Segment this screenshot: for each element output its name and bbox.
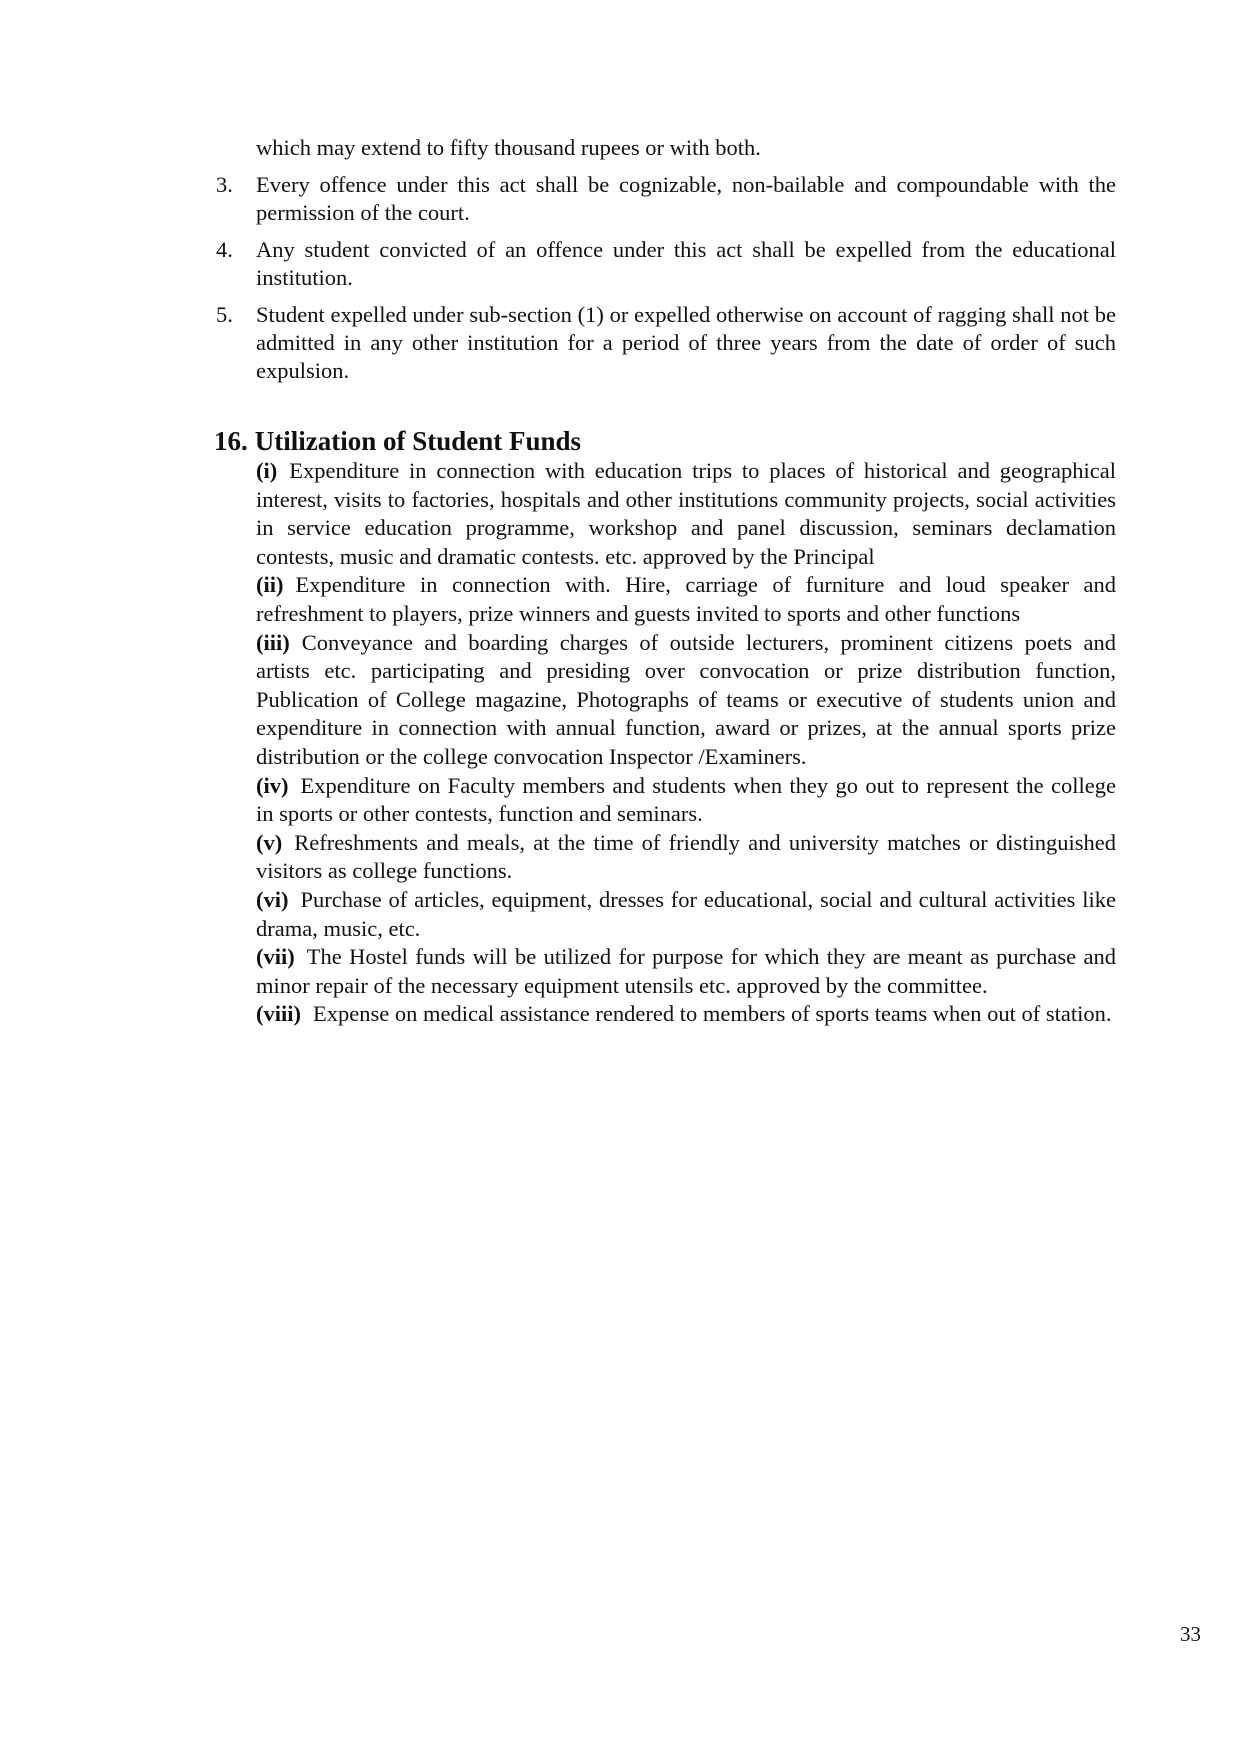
sub-item-marker: (iii) [256, 629, 290, 655]
sub-item [256, 886, 1116, 943]
sub-item [256, 943, 1116, 1000]
page-number: 33 [1180, 1622, 1201, 1646]
sub-item [256, 457, 1116, 571]
sub-item-text: Expenditure on Faculty members and students when they go out to represent the college in sports or other contests, function and seminars. [256, 772, 1116, 827]
continuation-text: which may extend to fifty thousand rupees or with both. [256, 135, 761, 160]
section-number: 16. [214, 426, 248, 456]
list-item [216, 301, 1116, 385]
sub-item-text: Refreshments and meals, at the time of friendly and university matches or distinguished visitors as college functions. [256, 829, 1116, 884]
sub-item [256, 571, 1116, 628]
sub-item-marker: (i) [256, 458, 278, 483]
sub-item-marker: (vi) [256, 886, 289, 912]
sub-item-text: Expenditure in connection with. Hire, carriage of furniture and loud speaker and refreshment to players, prize winners and guests invited to sports and other functions [256, 572, 1116, 626]
list-item [216, 236, 1116, 292]
section-heading [214, 424, 1114, 458]
sub-item-text: Conveyance and boarding charges of outside lecturers, prominent citizens poets and artists etc. participating and presiding over convocation or prize distribution function, Publication of College magazine, Photographs of teams or executive of students union and expenditure in connection with annual function, award or prizes, at the annual sports prize distribution or the college convocation Inspector /Examiners. [256, 629, 1116, 769]
sub-item-text: Expenditure in connection with education trips to places of historical and geographical interest, visits to factories, hospitals and other institutions community projects, social activities in service education programme, workshop and panel discussion, seminars declamation contests, music and dramatic contests. etc. approved by the Principal [256, 458, 1116, 569]
list-item-number: 5. [216, 302, 233, 327]
sub-item [256, 1000, 1116, 1029]
section-title: Utilization of Student Funds [254, 426, 582, 456]
sub-item-list [256, 457, 1116, 1029]
sub-item [256, 829, 1116, 886]
sub-item-marker: (ii) [256, 572, 284, 598]
sub-item-marker: (v) [256, 829, 283, 855]
sub-item-marker: (vii) [256, 944, 295, 970]
sub-item-text: Expense on medical assistance rendered to members of sports teams when out of station. [313, 1001, 1112, 1027]
list-item-text: Any student convicted of an offence under this act shall be expelled from the educational institution. [256, 237, 1116, 290]
list-item [216, 171, 1116, 227]
sub-item [256, 629, 1116, 772]
list-item-text: Every offence under this act shall be cognizable, non-bailable and compoundable with the permission of the court. [256, 172, 1116, 225]
sub-item-marker: (iv) [256, 772, 289, 798]
list-item-text: Student expelled under sub-section (1) or expelled otherwise on account of ragging shall not be admitted in any other institution for a period of three years from the date of order of such expulsion. [256, 302, 1116, 383]
sub-item-text: The Hostel funds will be utilized for purpose for which they are meant as purchase and minor repair of the necessary equipment utensils etc. approved by the committee. [256, 944, 1116, 998]
sub-item [256, 772, 1116, 829]
list-item-number: 3. [216, 172, 233, 197]
sub-item-marker: (viii) [256, 1001, 301, 1027]
numbered-list [216, 171, 1116, 394]
list-item-number: 4. [216, 237, 233, 262]
sub-item-text: Purchase of articles, equipment, dresses for educational, social and cultural activities like drama, music, etc. [256, 886, 1116, 941]
